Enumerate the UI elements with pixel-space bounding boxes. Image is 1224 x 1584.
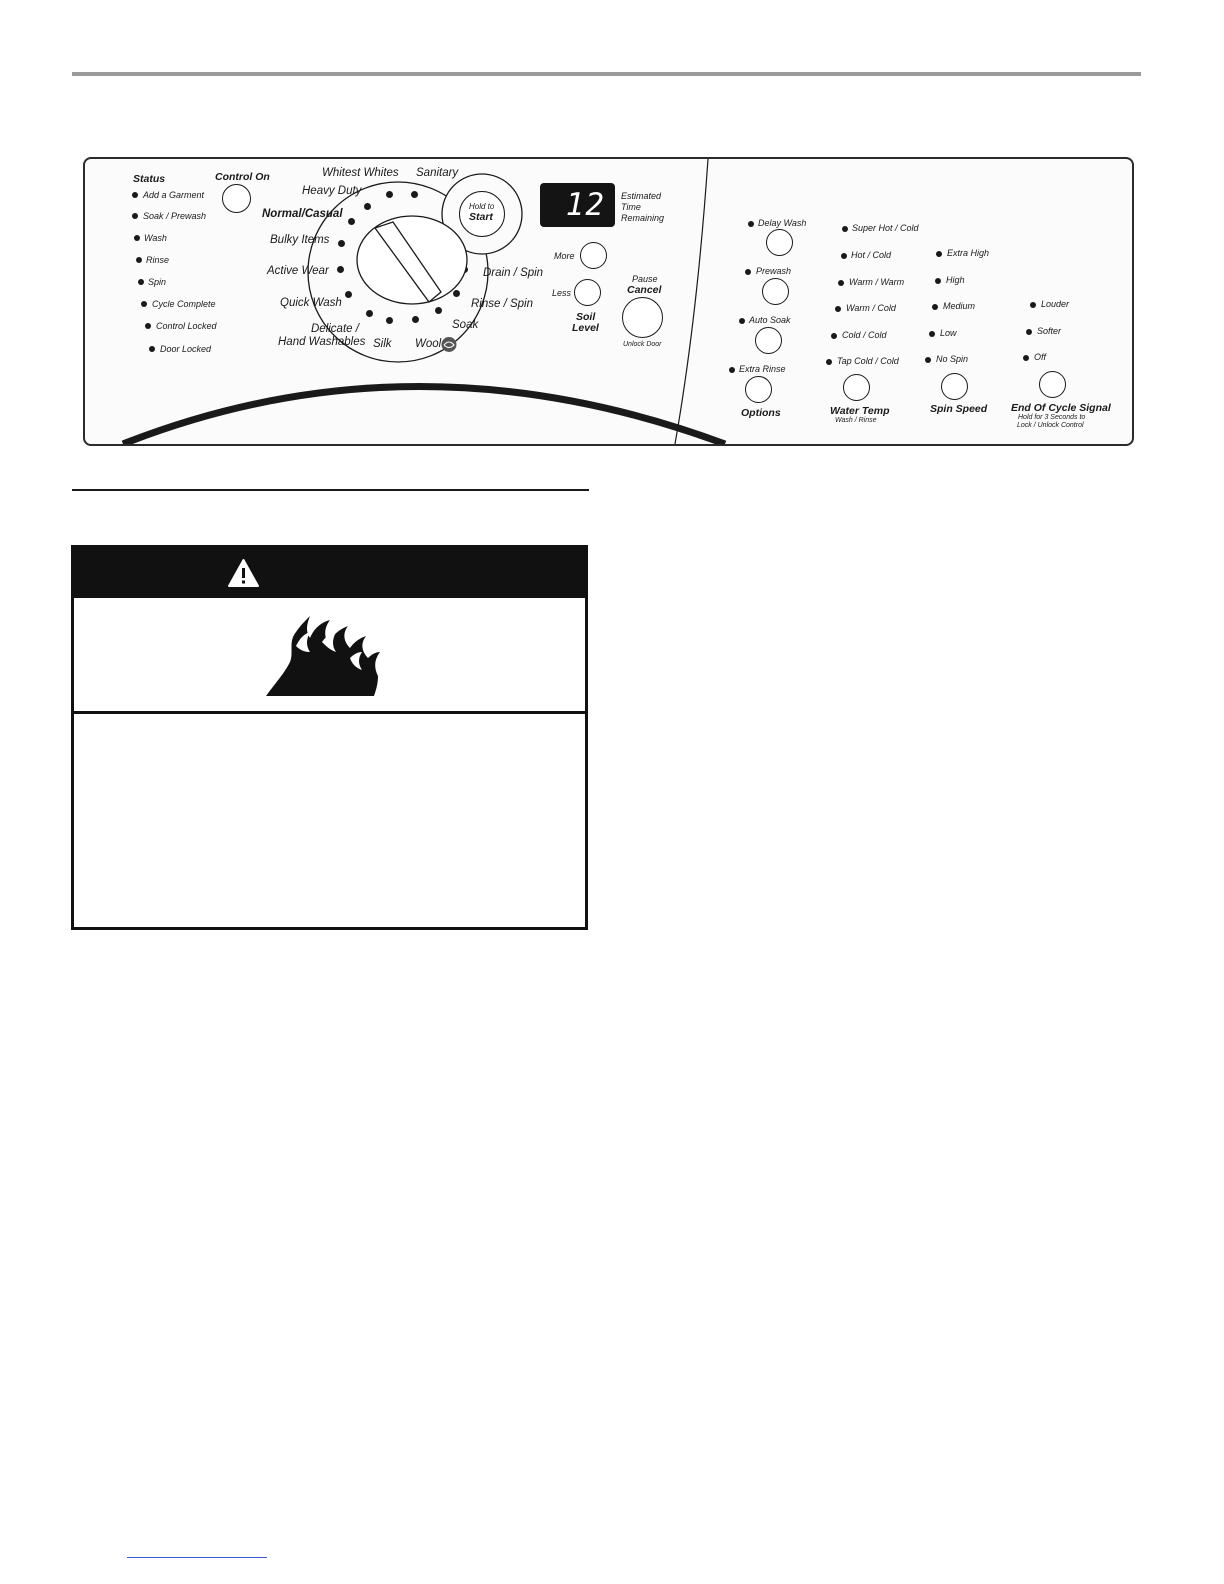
cycle-active-wear: Active Wear (267, 265, 329, 277)
status-led (145, 323, 151, 329)
signal-led (1030, 302, 1036, 308)
status-cycle-complete: Cycle Complete (152, 299, 216, 309)
display-label-remaining: Remaining (621, 213, 665, 223)
control-on-button[interactable] (222, 184, 251, 213)
extra-rinse-button[interactable] (745, 376, 772, 403)
cycle-drain-spin: Drain / Spin (483, 267, 544, 279)
status-led (136, 257, 142, 263)
option-auto-soak: Auto Soak (749, 315, 791, 325)
footer-link-rule (127, 1557, 267, 1558)
signal-louder: Louder (1041, 299, 1070, 309)
cycle-heavy-duty: Heavy Duty (302, 185, 362, 197)
start-label: Start (469, 211, 493, 223)
cycle-quick-wash: Quick Wash (280, 297, 342, 309)
warning-image-panel (74, 598, 585, 714)
status-add-garment: Add a Garment (143, 190, 205, 200)
cycle-led (386, 317, 393, 324)
cycle-led (435, 307, 442, 314)
signal-sub2: Lock / Unlock Control (1017, 422, 1084, 429)
spin-led (929, 331, 935, 337)
section-divider (675, 159, 708, 444)
signal-softer: Softer (1037, 326, 1062, 336)
auto-soak-button[interactable] (755, 327, 782, 354)
cycle-led (366, 310, 373, 317)
wool-mark-icon (440, 336, 458, 353)
cycle-sanitary: Sanitary (416, 167, 459, 179)
spin-low: Low (940, 328, 957, 338)
start-hold-label: Hold to (469, 202, 495, 211)
spin-speed-button[interactable] (941, 373, 968, 400)
cycle-whitest-whites: Whitest Whites (322, 167, 399, 179)
soil-more-label: More (554, 251, 575, 261)
soil-less-label: Less (552, 288, 572, 298)
option-prewash: Prewash (756, 266, 792, 276)
signal-led (1026, 329, 1032, 335)
signal-title: End Of Cycle Signal (1011, 402, 1111, 414)
temp-super-hot-cold: Super Hot / Cold (852, 223, 919, 233)
cycle-bulky-items: Bulky Items (270, 234, 330, 246)
door-arc (123, 387, 725, 445)
option-extra-rinse: Extra Rinse (739, 364, 786, 374)
prewash-button[interactable] (762, 278, 789, 305)
top-rule (72, 72, 1141, 76)
status-control-locked: Control Locked (156, 321, 217, 331)
cancel-label: Cancel (627, 284, 662, 296)
status-door-locked: Door Locked (160, 344, 212, 354)
unlock-door-label: Unlock Door (623, 341, 662, 348)
soil-title-line1: Soil (576, 311, 596, 323)
water-temp-title: Water Temp (830, 405, 890, 417)
cycle-normal-casual: Normal/Casual (262, 208, 343, 220)
status-led (132, 192, 138, 198)
signal-sub1: Hold for 3 Seconds to (1018, 414, 1086, 421)
option-led (748, 221, 754, 227)
temp-cold-cold: Cold / Cold (842, 330, 887, 340)
option-delay-wash: Delay Wash (758, 218, 807, 228)
status-led (149, 346, 155, 352)
cycle-delicate: Delicate / (311, 323, 359, 335)
temp-warm-warm: Warm / Warm (849, 277, 905, 287)
status-led (134, 235, 140, 241)
spin-high: High (946, 275, 965, 285)
spin-led (932, 304, 938, 310)
time-value: 12 (565, 187, 605, 223)
cycle-led (412, 316, 419, 323)
temp-led (835, 306, 841, 312)
status-title: Status (133, 173, 166, 185)
status-rinse: Rinse (146, 255, 170, 265)
temp-led (826, 359, 832, 365)
status-wash: Wash (144, 233, 167, 243)
option-led (739, 318, 745, 324)
spin-led (925, 357, 931, 363)
section-rule (72, 489, 589, 491)
end-of-cycle-signal-button[interactable] (1039, 371, 1066, 398)
time-display (540, 183, 615, 227)
display-label-time: Time (621, 202, 641, 212)
cycle-led (364, 203, 371, 210)
cycle-led (338, 240, 345, 247)
cycle-silk: Silk (373, 338, 392, 350)
signal-led (1023, 355, 1029, 361)
status-spin: Spin (148, 277, 167, 287)
display-label-estimated: Estimated (621, 191, 662, 201)
status-led (138, 279, 144, 285)
option-led (745, 269, 751, 275)
cycle-hand-washables: Hand Washables (278, 336, 366, 348)
temp-led (841, 253, 847, 259)
cycle-led (411, 191, 418, 198)
option-led (729, 367, 735, 373)
pause-label: Pause (632, 274, 658, 284)
fire-icon (266, 612, 381, 698)
water-temp-button[interactable] (843, 374, 870, 401)
cycle-rinse-spin: Rinse / Spin (471, 298, 534, 310)
spin-no-spin: No Spin (936, 354, 969, 364)
spin-led (935, 278, 941, 284)
spin-extra-high: Extra High (947, 248, 990, 258)
cycle-led (337, 266, 344, 273)
spin-led (936, 251, 942, 257)
soil-less-button[interactable] (574, 279, 601, 306)
cycle-soak: Soak (452, 319, 479, 331)
options-title: Options (741, 407, 781, 419)
temp-tap-cold-cold: Tap Cold / Cold (837, 356, 899, 366)
soil-title-line2: Level (572, 322, 599, 334)
temp-led (842, 226, 848, 232)
temp-led (831, 333, 837, 339)
cycle-wool: Wool (415, 338, 442, 350)
warning-box (71, 545, 588, 930)
water-temp-subtitle: Wash / Rinse (835, 417, 877, 424)
delay-wash-button[interactable] (766, 229, 793, 256)
spin-speed-title: Spin Speed (930, 403, 988, 415)
pause-cancel-button[interactable] (622, 297, 663, 338)
temp-warm-cold: Warm / Cold (846, 303, 896, 313)
cycle-selector-knob[interactable] (355, 214, 469, 306)
status-led (141, 301, 147, 307)
temp-led (838, 280, 844, 286)
cycle-led (348, 218, 355, 225)
status-soak-prewash: Soak / Prewash (143, 211, 207, 221)
warning-header (74, 548, 585, 598)
warning-triangle-icon (227, 558, 260, 588)
signal-off: Off (1034, 352, 1047, 362)
cycle-led (345, 291, 352, 298)
temp-hot-cold: Hot / Cold (851, 250, 892, 260)
status-led (132, 213, 138, 219)
soil-more-button[interactable] (580, 242, 607, 269)
cycle-led (386, 191, 393, 198)
control-on-label: Control On (215, 171, 270, 183)
spin-medium: Medium (943, 301, 976, 311)
